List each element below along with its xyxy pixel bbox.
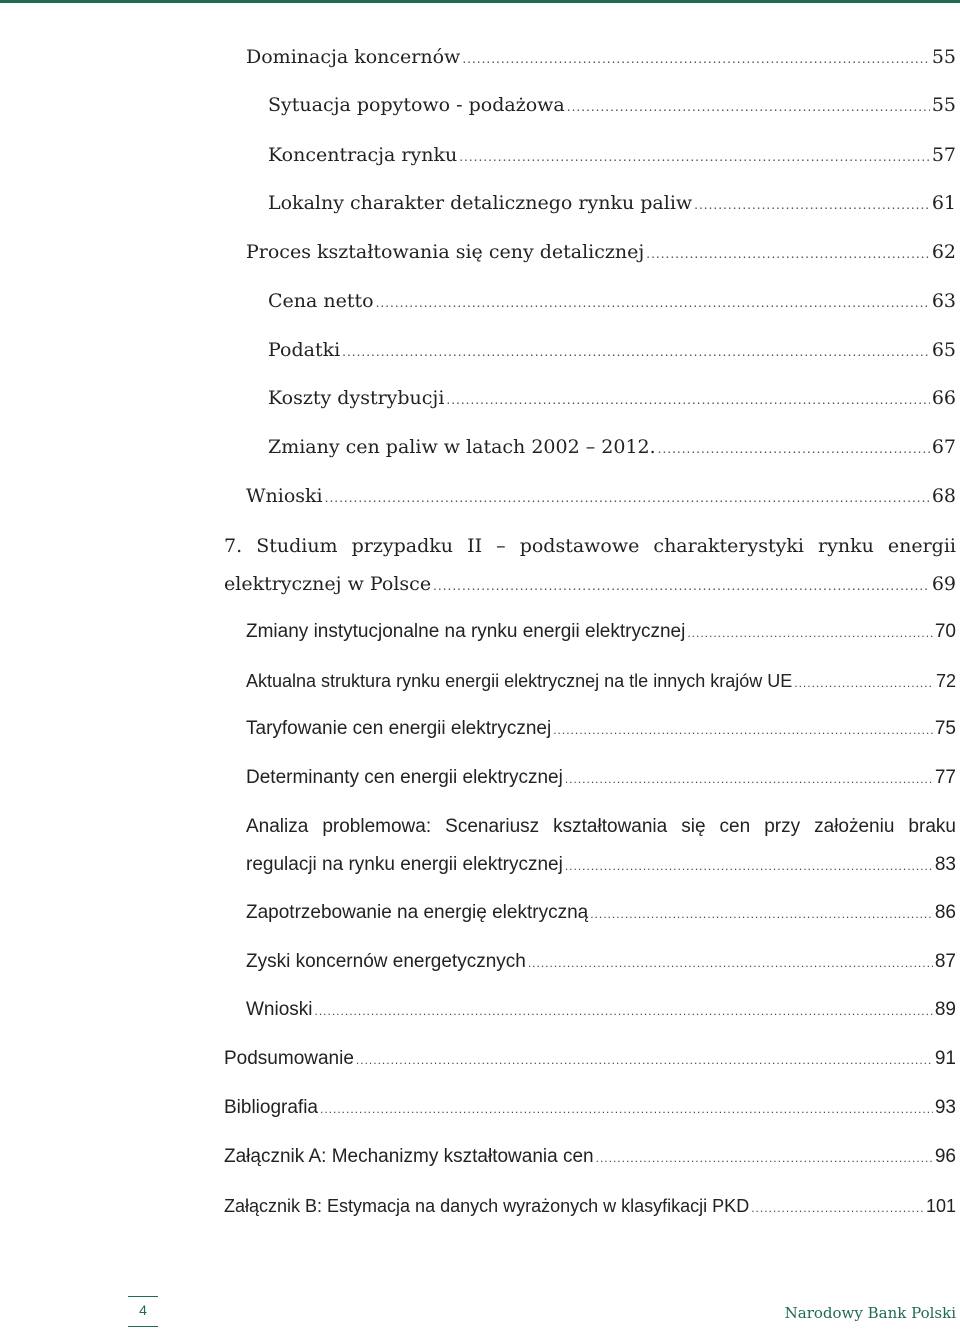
toc-entry-page: 57 [931, 144, 956, 166]
toc-entry[interactable] [246, 240, 956, 266]
page-number: 4 [139, 1302, 147, 1318]
dot-leader [376, 291, 930, 315]
dot-leader [687, 621, 933, 645]
heading-word: problemowa: [322, 816, 432, 837]
heading-word: cen [719, 816, 751, 837]
heading-word: założeniu [814, 816, 895, 837]
toc-entry-page: 66 [931, 387, 956, 409]
toc-entry-page: 83 [934, 854, 956, 875]
dot-leader [596, 1146, 933, 1170]
footer-brand: Narodowy Bank Polski [784, 1304, 956, 1322]
toc-entry-title: Podatki [268, 339, 341, 361]
toc-entry-title: Zapotrzebowanie na energię elektryczną [246, 902, 589, 923]
toc-entry-page: 70 [934, 621, 956, 642]
toc-entry-page: 55 [931, 46, 956, 68]
toc-entry-page: 75 [934, 718, 956, 739]
heading-word: Analiza [246, 816, 309, 837]
toc-entry[interactable] [268, 289, 956, 315]
dot-leader [751, 1196, 924, 1220]
toc-entry-page: 55 [931, 94, 956, 116]
toc-entry-title: regulacji na rynku energii elektrycznej [246, 854, 563, 875]
toc-entry[interactable] [224, 572, 956, 598]
heading-word: – [496, 535, 506, 557]
toc-entry-title: Koszty dystrybucji [268, 387, 445, 409]
toc-entry-title: Cena netto [268, 290, 374, 312]
heading-word: się [681, 816, 706, 837]
toc-entry-title: Koncentracja rynku [268, 144, 458, 166]
toc-entry-page: 72 [935, 671, 956, 691]
heading-word: kształtowania [553, 816, 668, 837]
heading-word: Scenariusz [445, 816, 540, 837]
heading-word: 7. [224, 535, 243, 557]
toc-entry[interactable] [268, 338, 956, 364]
toc-entry[interactable] [224, 1096, 956, 1121]
toc-entry-title: Wnioski [246, 999, 313, 1020]
toc-entry[interactable] [246, 717, 956, 742]
toc-entry-title: Bibliografia [224, 1097, 318, 1118]
toc-entry-title: Wnioski [246, 485, 323, 507]
dot-leader [567, 95, 930, 119]
toc-entry-page: 77 [934, 767, 956, 788]
toc-entry[interactable] [246, 45, 956, 71]
heading-word: podstawowe [519, 535, 640, 557]
toc-entry-title: Determinanty cen energii elektrycznej [246, 767, 563, 788]
heading-word: energii [887, 535, 956, 557]
toc-entry-title: Dominacja koncernów [246, 46, 461, 68]
toc-entry[interactable] [224, 1145, 956, 1170]
toc-entry[interactable] [268, 386, 956, 412]
toc-entry[interactable] [246, 766, 956, 791]
toc-entry-page: 61 [931, 192, 956, 214]
toc-entry[interactable] [246, 669, 956, 695]
toc-entry-title: Taryfowanie cen energii elektrycznej [246, 718, 552, 739]
toc-entry-title: Załącznik A: Mechanizmy kształtowania cen [224, 1146, 594, 1167]
toc-entry-title: Proces kształtowania się ceny detalicznej [246, 241, 645, 263]
toc-entry-title: Sytuacja popytowo - podażowa [268, 94, 565, 116]
toc-entry-page: 62 [931, 241, 956, 263]
toc-entry-title: Załącznik B: Estymacja na danych wyrażonych w klasyfikacji PKD [224, 1196, 750, 1216]
dot-leader [694, 193, 930, 217]
heading-word: II [467, 535, 483, 557]
toc-entry-title: Lokalny charakter detalicznego rynku paliw [268, 192, 693, 214]
dot-leader [462, 47, 929, 71]
heading-word: braku [908, 816, 956, 837]
dot-leader [646, 242, 930, 266]
toc-entry-title: elektrycznej w Polsce [224, 573, 432, 595]
toc-entry[interactable] [246, 620, 956, 645]
toc-entry[interactable] [246, 998, 956, 1023]
toc-entry[interactable] [268, 143, 956, 169]
dot-leader [565, 767, 933, 791]
dot-leader [590, 902, 933, 926]
heading-word: Studium [256, 535, 338, 557]
dot-leader [325, 486, 930, 510]
toc-entry[interactable] [268, 435, 956, 461]
heading-word: charakterystyki [653, 535, 804, 557]
toc-entry[interactable] [246, 484, 956, 510]
dot-leader [315, 999, 933, 1023]
footer-rule [128, 1326, 158, 1327]
analiza-heading-line1[interactable] [246, 815, 956, 839]
toc-entry-page: 93 [934, 1097, 956, 1118]
heading-word: rynku [818, 535, 874, 557]
toc-entry-title: Zmiany cen paliw w latach 2002 – 2012. [268, 436, 656, 458]
chapter-7-heading-line1[interactable] [224, 534, 956, 558]
dot-leader [433, 574, 930, 598]
toc-entry-page: 67 [931, 436, 956, 458]
toc-entry-page: 101 [925, 1196, 956, 1216]
dot-leader [565, 854, 933, 878]
toc-entry[interactable] [224, 1194, 956, 1220]
toc-entry-page: 63 [931, 290, 956, 312]
footer-rule [128, 1296, 158, 1297]
toc-entry-page: 87 [934, 951, 956, 972]
toc-entry[interactable] [246, 853, 956, 878]
toc-entry-title: Aktualna struktura rynku energii elektrycznej na tle innych krajów UE [246, 671, 793, 691]
heading-word: przypadku [351, 535, 454, 557]
toc-entry[interactable] [246, 950, 956, 975]
dot-leader [528, 951, 933, 975]
dot-leader [356, 1048, 933, 1072]
toc-entry-title: Zyski koncernów energetycznych [246, 951, 526, 972]
toc-entry-page: 86 [934, 902, 956, 923]
dot-leader [794, 671, 934, 695]
dot-leader [553, 718, 933, 742]
dot-leader [320, 1097, 933, 1121]
dot-leader [342, 340, 930, 364]
toc-entry[interactable] [268, 93, 956, 119]
toc-entry-title: Zmiany instytucjonalne na rynku energii elektrycznej [246, 621, 686, 642]
heading-word: przy [764, 816, 801, 837]
toc-entry-page: 89 [934, 999, 956, 1020]
toc-entry-title: Podsumowanie [224, 1048, 354, 1069]
toc-entry[interactable] [246, 901, 956, 926]
toc-entry-page: 68 [931, 485, 956, 507]
dot-leader [459, 145, 930, 169]
toc-entry[interactable] [224, 1047, 956, 1072]
toc-entry[interactable] [268, 191, 956, 217]
top-rule [0, 0, 960, 3]
toc-entry-page: 91 [934, 1048, 956, 1069]
dot-leader [446, 388, 929, 412]
toc-entry-page: 69 [931, 573, 956, 595]
toc-entry-page: 65 [931, 339, 956, 361]
dot-leader [658, 437, 930, 461]
toc-entry-page: 96 [934, 1146, 956, 1167]
